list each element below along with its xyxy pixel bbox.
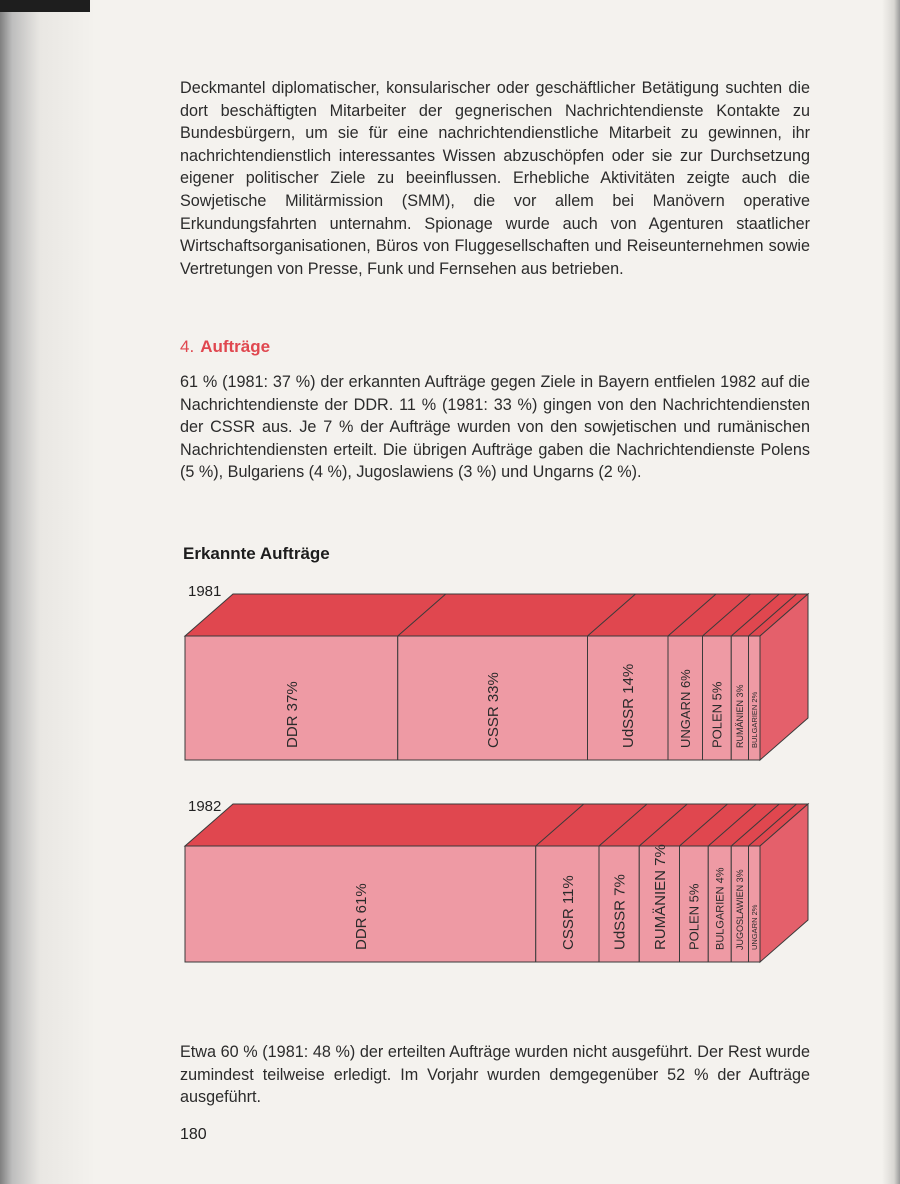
bar-1982-segment-udssr-label: UdSSR 7% bbox=[611, 874, 629, 950]
page-number: 180 bbox=[180, 1126, 207, 1143]
bar-1982-top-face bbox=[185, 804, 808, 846]
bar-1982-segment-cssr-label: CSSR 11% bbox=[559, 875, 577, 950]
bar-1982-segment-rumänien-label: RUMÄNIEN 7% bbox=[651, 844, 669, 950]
body-paragraph-3: Etwa 60 % (1981: 48 %) der erteilten Aufträge wurden nicht ausgeführt. Der Rest wurde zumindest teilweise erledigt. Im Vorjahr wurden demgegenüber 52 % der Aufträge ausgeführt. bbox=[180, 1043, 810, 1107]
bar-1981-segment-cssr-label: CSSR 33% bbox=[485, 672, 503, 748]
bar-1982-segment-ungarn-label: UNGARN 2% bbox=[749, 904, 759, 950]
body-paragraph-1: Deckmantel diplomatischer, konsularischer oder geschäftlicher Betätigung suchten die dort beschäftigten Mitarbeiter der gegnerischen Nachrichtendienste Kontakte zu Bundesbürgern, um sie für eine nachrichtendienstliche Mitarbeit zu gewinnen, ihr nachrichtendienstlich interessantes Wissen abzuschöpfen oder sie zur Durchsetzung eigener politischer Ziele zu beeinflussen. Erhebliche Aktivitäten zeigte auch die Sowjetische Militärmission (SMM), die vor allem bei Manövern operative Erkundungsfahrten unternahm. Spionage wurde auch von Agenturen staatlicher Wirtschaftsorganisationen, Büros von Fluggesellschaften und Reiseunternehmen sowie Vertretungen von Presse, Funk und Fernsehen aus betrieben. bbox=[180, 79, 810, 278]
bar-1981-segment-ungarn-label: UNGARN 6% bbox=[677, 669, 693, 748]
section-title: Aufträge bbox=[200, 337, 271, 356]
bar-1981-segment-bulgarien-label: BULGARIEN 2% bbox=[749, 691, 759, 748]
bar-1981-segment-rumänien-label: RUMÄNIEN 3% bbox=[735, 684, 746, 748]
bar-1981-segment-ddr-label: DDR 37% bbox=[283, 681, 301, 748]
bar-1981-top-face bbox=[185, 594, 808, 636]
bar-1982-segment-jugoslawien-label: JUGOSLAWIEN 3% bbox=[735, 869, 746, 950]
chart-title: Erkannte Aufträge bbox=[183, 544, 330, 563]
bar-1982-segment-ddr-label: DDR 61% bbox=[352, 883, 370, 950]
year-label-1982: 1982 bbox=[188, 798, 222, 815]
year-label-1981: 1981 bbox=[188, 583, 222, 600]
bar-1981-segment-polen-label: POLEN 5% bbox=[709, 681, 725, 748]
bar-1981-segment-udssr-label: UdSSR 14% bbox=[620, 663, 638, 748]
bar-1982-segment-polen-label: POLEN 5% bbox=[686, 883, 702, 950]
section-number: 4. bbox=[180, 337, 195, 356]
bar-1982-segment-bulgarien-label: BULGARIEN 4% bbox=[714, 867, 727, 950]
body-paragraph-2: 61 % (1981: 37 %) der erkannten Aufträge gegen Ziele in Bayern entfielen 1982 auf die Nachrichtendienste der DDR. 11 % (1981: 33 %) gingen von den Nachrichtendiensten der CSSR aus. Je 7 % der Aufträge wurden von den sowjetischen und rumänischen Nachrichtendiensten erteilt. Die übrigen Aufträge gaben die Nachrichtendienste Polens (5 %), Bulgariens (4 %), Jugoslawiens (3 %) und Ungarns (2 %). bbox=[180, 373, 810, 482]
